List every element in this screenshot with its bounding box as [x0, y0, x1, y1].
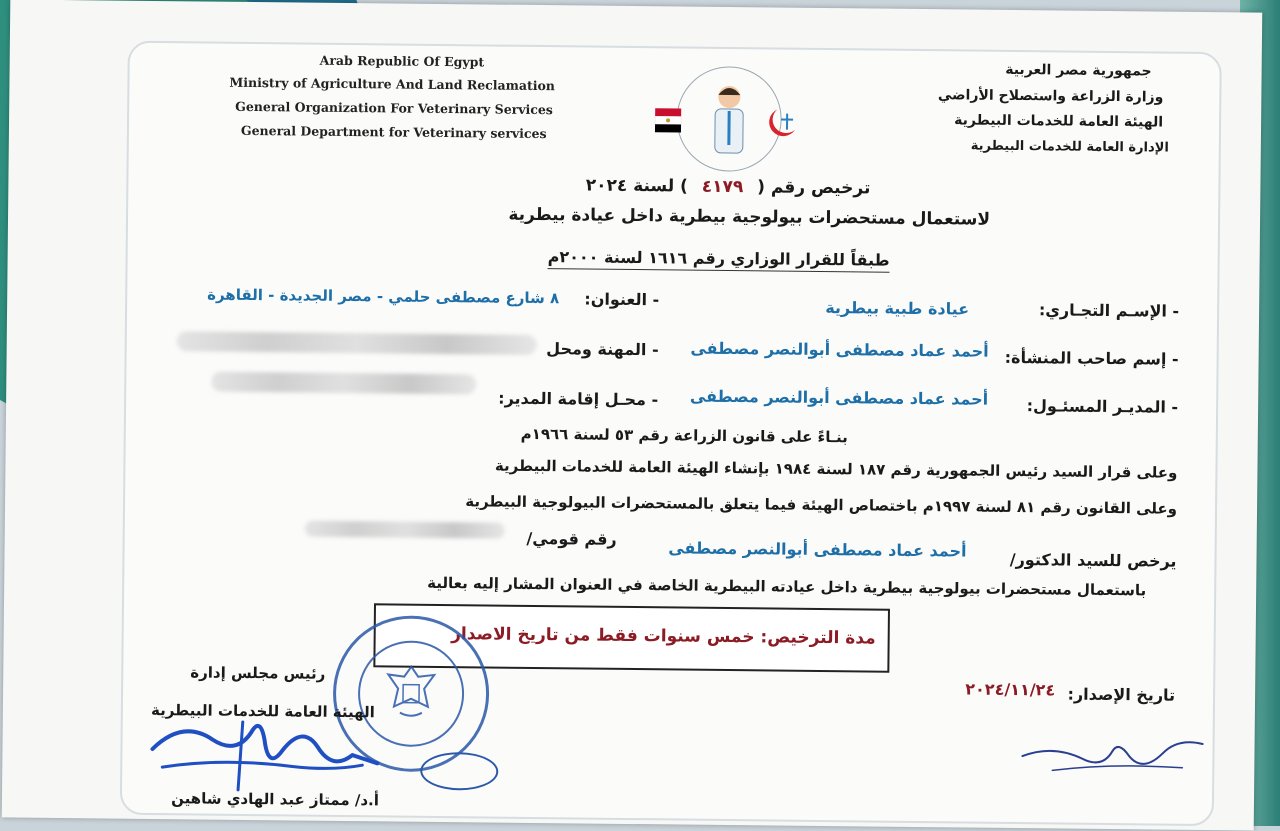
doctor-label: يرخص للسيد الدكتور/	[1009, 549, 1177, 571]
manager-label: - المديـر المسئـول:	[1026, 396, 1179, 417]
owner-value: أحمد عماد مصطفى أبوالنصر مصطفى	[690, 338, 989, 361]
redacted-residence	[211, 372, 476, 395]
trade-name-value: عيادة طبية بيطرية	[825, 298, 970, 319]
stamp-serial	[420, 752, 498, 791]
signatory-title-1: رئيس مجلس إدارة	[190, 663, 326, 683]
body-line-3: وعلى القانون رقم ٨١ لسنة ١٩٩٧م باختصاص الهيئة فيما يتعلق بالمستحضرات البيولوجية البيطرية	[465, 492, 1178, 518]
header-en-country: Arab Republic Of Egypt	[319, 52, 485, 70]
redacted-national-id	[305, 521, 505, 539]
body-line-2: وعلى قرار السيد رئيس الجمهورية رقم ١٨٧ لسنة ١٩٨٤ بإنشاء الهيئة العامة للخدمات البيطرية	[494, 456, 1178, 482]
license-title-prefix: ترخيص رقم (	[757, 177, 871, 199]
signatory-title-2: الهيئة العامة للخدمات البيطرية	[150, 700, 375, 722]
body-line-1: بنـاءً على قانون الزراعة رقم ٥٣ لسنة ١٩٦٦م	[520, 424, 848, 447]
license-number: ٤١٧٩	[701, 176, 744, 198]
header-ar-organization: الهيئة العامة للخدمات البيطرية	[954, 112, 1164, 131]
license-title	[586, 176, 871, 199]
body-line-5: باستعمال مستحضرات بيولوجية بيطرية داخل عيادته البيطرية الخاصة في العنوان المشار إليه بعالية	[427, 573, 1147, 600]
owner-label: - إسم صاحب المنشأة:	[1004, 347, 1179, 369]
chairman-signature	[142, 709, 383, 802]
manager-value: أحمد عماد مصطفى أبوالنصر مصطفى	[689, 386, 989, 409]
ministerial-decree: طبقاً للقرار الوزاري رقم ١٦١٦ لسنة ٢٠٠٠م	[548, 247, 890, 273]
national-id-label: رقم قومي/	[526, 528, 617, 549]
organization-logo	[648, 58, 809, 180]
header-ar-ministry: وزارة الزراعة واستصلاح الأراضي	[937, 87, 1164, 106]
issue-date-label: تاريخ الإصدار:	[1067, 684, 1176, 705]
issuer-signature	[1012, 722, 1213, 784]
header-ar-country: جمهورية مصر العربية	[1005, 61, 1152, 80]
license-document	[2, 0, 1262, 831]
header-en-ministry: Ministry of Agriculture And Land Reclamation	[229, 74, 556, 94]
eagle-emblem-icon	[384, 662, 439, 723]
header-en-department: General Department for Veterinary services	[240, 122, 547, 142]
address-label: - العنوان:	[584, 289, 660, 310]
signatory-name: أ.د/ ممتاز عبد الهادي شاهين	[171, 789, 380, 810]
profession-label: - المهنة ومحل	[546, 339, 659, 360]
address-value: ٨ شارع مصطفى حلمي - مصر الجديدة - القاهرة	[207, 285, 560, 308]
manager-residence-label: - محـل إقامة المدير:	[498, 388, 659, 410]
license-title-suffix: ) لسنة ٢٠٢٤	[585, 175, 688, 197]
issue-date-value: ٢٠٢٤/١١/٢٤	[965, 679, 1056, 700]
license-subtitle: لاستعمال مستحضرات بيولوجية بيطرية داخل عيادة بيطرية	[508, 204, 991, 230]
validity-text: مدة الترخيص: خمس سنوات فقط من تاريخ الاصدار	[451, 624, 876, 649]
doctor-value: أحمد عماد مصطفى أبوالنصر مصطفى	[668, 538, 967, 561]
redacted-profession	[177, 331, 537, 355]
header-en-organization: General Organization For Veterinary Services	[235, 98, 553, 118]
header-ar-department: الإدارة العامة للخدمات البيطرية	[970, 138, 1169, 156]
trade-name-label: - الإسـم التجـاري:	[1038, 300, 1180, 321]
